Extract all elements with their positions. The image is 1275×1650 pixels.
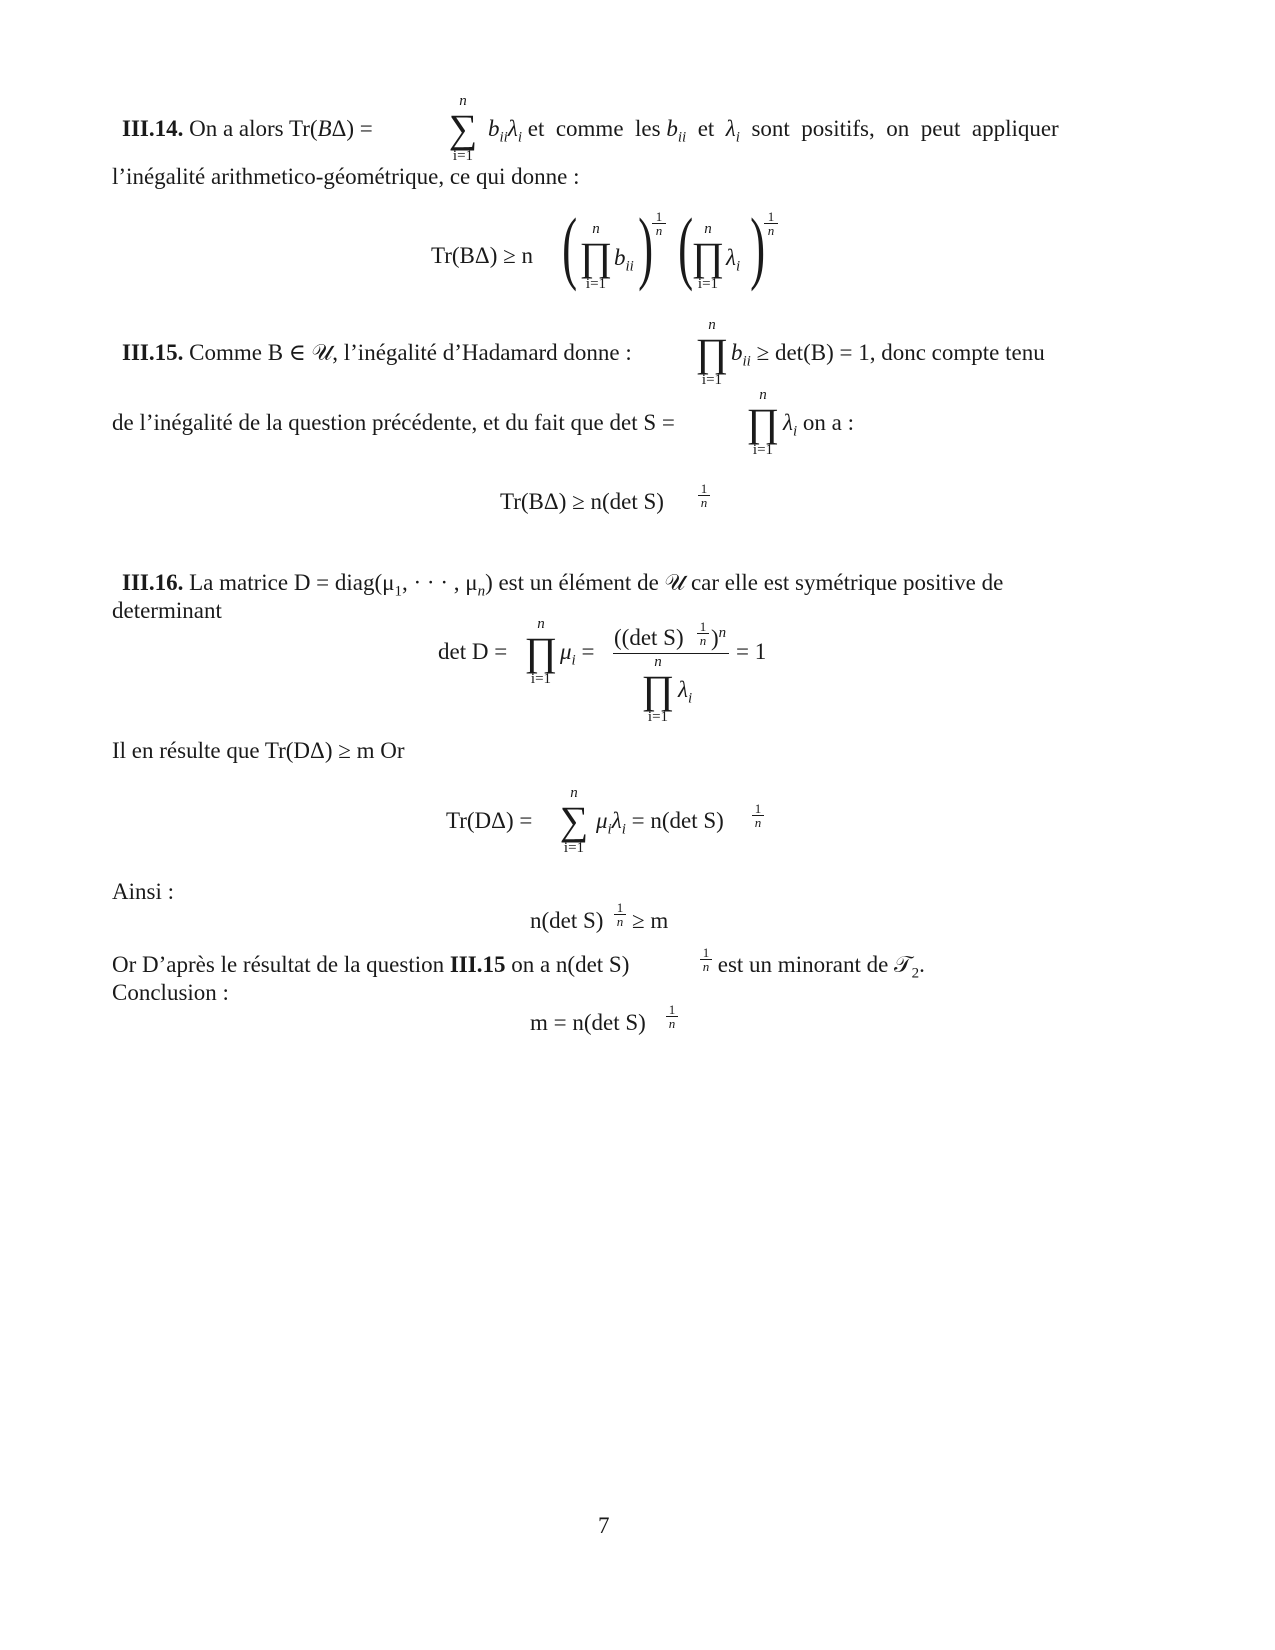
s15-prod2-operator — [745, 388, 781, 458]
s16-eq2-lhs: Tr(DΔ) = — [446, 808, 533, 833]
s16-eq1-num-exp-den: n — [697, 633, 709, 647]
s14-text-1: On a alors Tr( — [189, 116, 318, 141]
s16-eq2-sum — [552, 786, 596, 856]
s14-line2: l’inégalité arithmetico-géométrique, ce qui donne : — [112, 164, 580, 189]
s16-line5-exp-num: 1 — [702, 945, 710, 960]
s16-eq2-mu: μ — [596, 808, 608, 833]
s16-eq1-prod-upper: n — [537, 616, 545, 632]
s16-line5-ref: III.15 — [449, 952, 506, 977]
s14-eq-b-body: b — [614, 245, 626, 270]
s16-eq1-prod — [522, 617, 560, 687]
s14-b-sub: ii — [499, 129, 508, 146]
s16-eq2-exp-num: 1 — [754, 801, 762, 816]
s15-lambda: λ — [783, 410, 793, 435]
s16-eq1-lhs: det D = — [438, 639, 508, 664]
s16-eq4-exp-den: n — [666, 1016, 678, 1030]
s14-eq-exp1 — [652, 210, 666, 237]
s14-eq-b-sub: ii — [625, 258, 634, 275]
s14-eq-lhs: Tr(BΔ) ≥ n — [431, 243, 533, 268]
s14-eq-prod2-lower: i=1 — [697, 276, 719, 292]
s16-eq2-exp-den: n — [752, 815, 764, 829]
s15-text-1: Comme B ∈ 𝒰, l’inégalité d’Hadamard donne : — [189, 340, 632, 365]
s15-prod-upper: n — [708, 317, 716, 333]
s16-eq2-sum-lower: i=1 — [563, 840, 585, 856]
s14-text-2: B — [317, 116, 332, 141]
s16-eq1-prod-lower: i=1 — [530, 671, 552, 687]
s15-b: b — [731, 340, 743, 365]
s16-line5-d-sub: 2 — [911, 965, 920, 982]
s15-line1 — [122, 341, 632, 364]
left-paren-icon: ( — [678, 201, 694, 292]
s16-eq1-num-body: ((det S) — [614, 625, 684, 650]
s16-eq2-exp — [752, 802, 764, 829]
s16-eq1-num-pow: n — [718, 625, 727, 641]
s14-eq-lambda-sub: i — [735, 258, 741, 275]
s16-eq1-equals: = — [581, 639, 595, 664]
s16-eq3-exp-num: 1 — [616, 900, 624, 915]
s16-line5-exp — [700, 946, 712, 973]
s14-label: III.14. — [122, 116, 184, 141]
s14-text-6: et comme les — [521, 116, 667, 141]
s14-eq-exp1-num: 1 — [655, 209, 663, 224]
s16-eq1-den-lambda — [678, 678, 692, 707]
s14-eq-exp2-den: n — [764, 223, 778, 237]
s14-eq-prod2-upper: n — [704, 221, 712, 237]
s16-eq2-mu-sub: i — [607, 821, 612, 838]
s14-eq-exp2-num: 1 — [767, 209, 775, 224]
s16-line5-c: on a n(det S) — [505, 952, 630, 977]
s16-label: III.16. — [122, 570, 184, 595]
s16-eq3-exp-den: n — [614, 914, 626, 928]
s14-eq-prod1-upper: n — [592, 221, 600, 237]
s16-eq4-exp-num: 1 — [668, 1002, 676, 1017]
s16-line5-a: Or D’après le résultat de la question — [112, 952, 450, 977]
s16-eq2-sum-upper: n — [570, 785, 578, 801]
product-icon: ∏ — [641, 667, 675, 712]
s15-text-3: ≥ det(B) = 1, donc compte tenu — [750, 340, 1045, 365]
s14-eq-b — [614, 246, 634, 275]
s14-text-3: Δ) = — [331, 116, 373, 141]
s16-line5-tail — [712, 953, 925, 982]
s15-prod-operator — [694, 318, 730, 388]
s16-eq1-mu — [560, 640, 594, 669]
s14-text-8: et — [686, 116, 726, 141]
s14-text-10: sont positifs, on peut appliquer — [739, 116, 1059, 141]
s16-line5-exp-den: n — [700, 959, 712, 973]
s15-eq: Tr(BΔ) ≥ n(det S) — [500, 489, 664, 514]
s15-lambda-sub: i — [792, 423, 798, 440]
right-paren-icon: ) — [750, 201, 766, 292]
s16-eq3: n(det S) — [530, 908, 604, 933]
s15-label: III.15. — [122, 340, 184, 365]
s14-line1-rest — [488, 117, 1059, 146]
s15-line1-rest — [731, 341, 1045, 370]
s15-line2-rest — [783, 411, 854, 440]
page-number: 7 — [598, 1513, 610, 1538]
s14-eq-prod2 — [688, 222, 728, 292]
s15-prod-lower: i=1 — [701, 372, 723, 388]
s16-eq1-den-lambda-body: λ — [678, 677, 688, 702]
s14-sum-operator — [440, 94, 486, 164]
s15-text-on-a: on a : — [797, 410, 854, 435]
s14-eq-lambda-body: λ — [726, 245, 736, 270]
s14-lambda2: λ — [725, 116, 736, 141]
s16-line1 — [122, 571, 1003, 600]
s16-eq4-exp — [666, 1003, 678, 1030]
s16-line6: Conclusion : — [112, 980, 229, 1005]
s14-sum-upper: n — [459, 93, 467, 109]
s16-eq3-exp — [614, 901, 626, 928]
s16-eq1-num-tail-body: ) — [711, 625, 719, 651]
s16-eq1-num-exp — [697, 620, 709, 647]
s16-eq4: m = n(det S) — [530, 1010, 646, 1035]
s15-prod2-lower: i=1 — [752, 442, 774, 458]
product-icon: ∏ — [579, 234, 613, 279]
s16-mun-sub: n — [477, 583, 486, 600]
s14-line1 — [122, 117, 373, 140]
s16-eq2-lambda-sub: i — [621, 821, 626, 838]
s14-b2-sub: ii — [677, 129, 687, 146]
s16-line5 — [112, 953, 629, 976]
s16-text-2: , · · · , μ — [402, 570, 478, 595]
s14-eq-prod1 — [576, 222, 616, 292]
s14-b2: b — [666, 116, 678, 141]
product-icon: ∏ — [695, 330, 729, 375]
s14-sum-lower: i=1 — [452, 148, 474, 164]
s16-eq1-mu-sub: i — [571, 652, 576, 669]
s16-eq2-lambda: λ — [611, 808, 622, 833]
s14-b: b — [488, 116, 500, 141]
s14-eq-exp1-den: n — [652, 223, 666, 237]
s16-line5-e: . — [919, 952, 925, 977]
s16-line4: Ainsi : — [112, 879, 174, 904]
s16-eq3-tail: ≥ m — [632, 908, 669, 933]
product-icon: ∏ — [524, 629, 558, 674]
s16-eq2-rest — [596, 809, 724, 838]
s16-text-1: La matrice D = diag(μ — [189, 570, 395, 595]
s16-eq1-num-exp-num: 1 — [699, 619, 707, 634]
s16-eq1-num-tail — [711, 626, 726, 650]
s16-line5-d: est un minorant de 𝒯 — [712, 952, 912, 977]
s16-line3: Il en résulte que Tr(DΔ) ≥ m Or — [112, 738, 405, 763]
s14-lambda: λ — [507, 116, 518, 141]
sigma-icon: ∑ — [559, 798, 589, 843]
s15-eq-exp-num: 1 — [700, 481, 708, 496]
s15-line2a: de l’inégalité de la question précédente, et du fait que det S = — [112, 410, 675, 435]
product-icon: ∏ — [691, 234, 725, 279]
s16-line2: determinant — [112, 598, 222, 623]
sigma-icon: ∑ — [448, 106, 478, 151]
s14-lambda2-sub: i — [735, 129, 740, 146]
s16-eq1-mu-body: μ — [560, 639, 572, 664]
s16-eq2-rhs: = n(det S) — [631, 808, 724, 833]
s15-prod2-upper: n — [759, 387, 767, 403]
s16-eq1-num — [614, 626, 684, 649]
s14-eq-exp2 — [764, 210, 778, 237]
s15-b-sub: ii — [742, 353, 751, 370]
s15-eq-exp — [698, 482, 710, 509]
s16-text-3: ) est un élément de 𝒰 car elle est symétrique positive de — [485, 570, 1004, 595]
s16-eq1-rhs: = 1 — [736, 639, 767, 664]
s16-eq1-den-prod — [640, 655, 676, 725]
s14-lambda-sub: i — [517, 129, 522, 146]
s15-eq-exp-den: n — [698, 495, 710, 509]
s14-eq-lambda — [726, 246, 740, 275]
s16-eq1-den-lambda-sub: i — [687, 690, 693, 707]
right-paren-icon: ) — [638, 201, 654, 292]
s16-mu1-sub: 1 — [394, 583, 402, 600]
s14-eq-prod1-lower: i=1 — [585, 276, 607, 292]
product-icon: ∏ — [746, 400, 780, 445]
left-paren-icon: ( — [562, 201, 578, 292]
s16-eq1-den-upper: n — [654, 654, 662, 670]
s16-eq1-den-lower: i=1 — [647, 709, 669, 725]
